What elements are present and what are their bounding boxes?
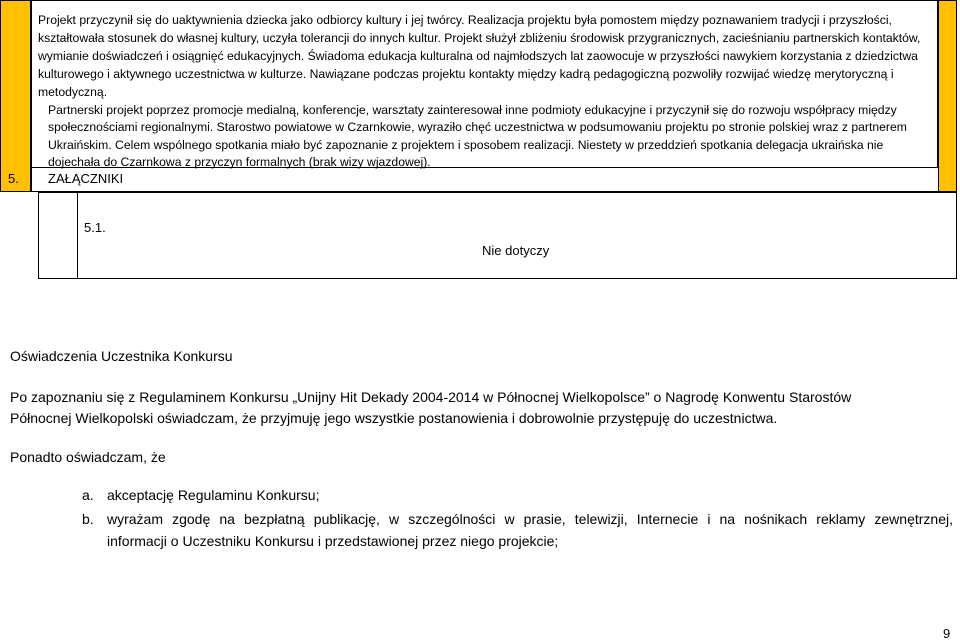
column-divider	[77, 193, 78, 278]
section-5-1-number: 5.1.	[84, 220, 106, 235]
section-5-1-value: Nie dotyczy	[482, 243, 550, 258]
section-5-row	[31, 168, 938, 192]
section-color-bar-left	[0, 0, 31, 192]
list-item-marker-b: b.	[82, 511, 94, 527]
section-5-1-box	[38, 192, 957, 279]
list-item-b-line-1: wyrażam zgodę na bezpłatną publikację, w szczególności w prasie, telewizji, Internecie i na nośnikach reklamy zewnętrznej,	[107, 511, 953, 527]
report-table-top	[0, 0, 957, 192]
project-outcome-box	[31, 0, 938, 168]
outcome-paragraph-1: Projekt przyczynił się do uaktywnienia dziecka jako odbiorcy kultury i jej twórcy. Realizacja projektu była pomostem między poznawaniem tradycji i przyszłości, kształtowała stosunek do własnej kultury, uczyła tolerancji do innych kultur. Projekt służył zbliżeniu środowisk przygranicznych, zacieśnianiu partnerskich kontaktów, wymianie doświadczeń i osiągnięć edukacyjnych. Świadoma edukacja kulturalna od najmłodszych lat zaowocuje w przyszłości nawykiem korzystania z dziedzictwa kulturowego i aktywnego uczestnictwa w kulturze. Nawiązane podczas projektu kontakty między kadrą pedagogiczną pozwoliły rozwijać wiedzę merytoryczną i metodyczną.	[38, 13, 921, 99]
section-5-number: 5.	[8, 171, 19, 186]
declaration-heading: Oświadczenia Uczestnika Konkursu	[10, 348, 233, 364]
declaration-paragraph-line-2: Północnej Wielkopolski oświadczam, że przyjmuję jego wszystkie postanowienia i dobrowolnie przystępuję do uczestnictwa.	[10, 410, 778, 426]
list-item-marker-a: a.	[82, 487, 94, 503]
outcome-paragraph-2: Partnerski projekt poprzez promocje medialną, konferencje, warsztaty zainteresował inne podmioty edukacyjne i przyczynił się do rozwoju współpracy między społecznościami regionalnymi. Starostwo powiatowe w Czarnkowie, wyraziło chęć uczestnictwa w podsumowaniu projektu po stronie polskiej wraz z partnerem Ukraińskim. Celem wspólnego spotkania miało być zapoznanie z projektem i sposobem realizacji. Niestety w przeddzień spotkania delegacja ukraińska nie dojechała do Czarnkowa z przyczyn formalnych (brak wizy wjazdowej).	[48, 103, 907, 170]
declaration-intro: Ponadto oświadczam, że	[10, 449, 166, 465]
declaration-paragraph-line-1: Po zapoznaniu się z Regulaminem Konkursu „Unijny Hit Dekady 2004-2014 w Północnej Wielkopolsce” o Nagrodę Konwentu Starostów	[10, 389, 852, 405]
page-number: 9	[943, 626, 951, 641]
section-5-title: ZAŁĄCZNIKI	[48, 171, 124, 186]
list-item-a-text: akceptację Regulaminu Konkursu;	[107, 487, 320, 503]
list-item-b-line-2: informacji o Uczestniku Konkursu i przedstawionej przez niego projekcie;	[107, 533, 559, 549]
section-color-bar-right	[938, 0, 957, 192]
